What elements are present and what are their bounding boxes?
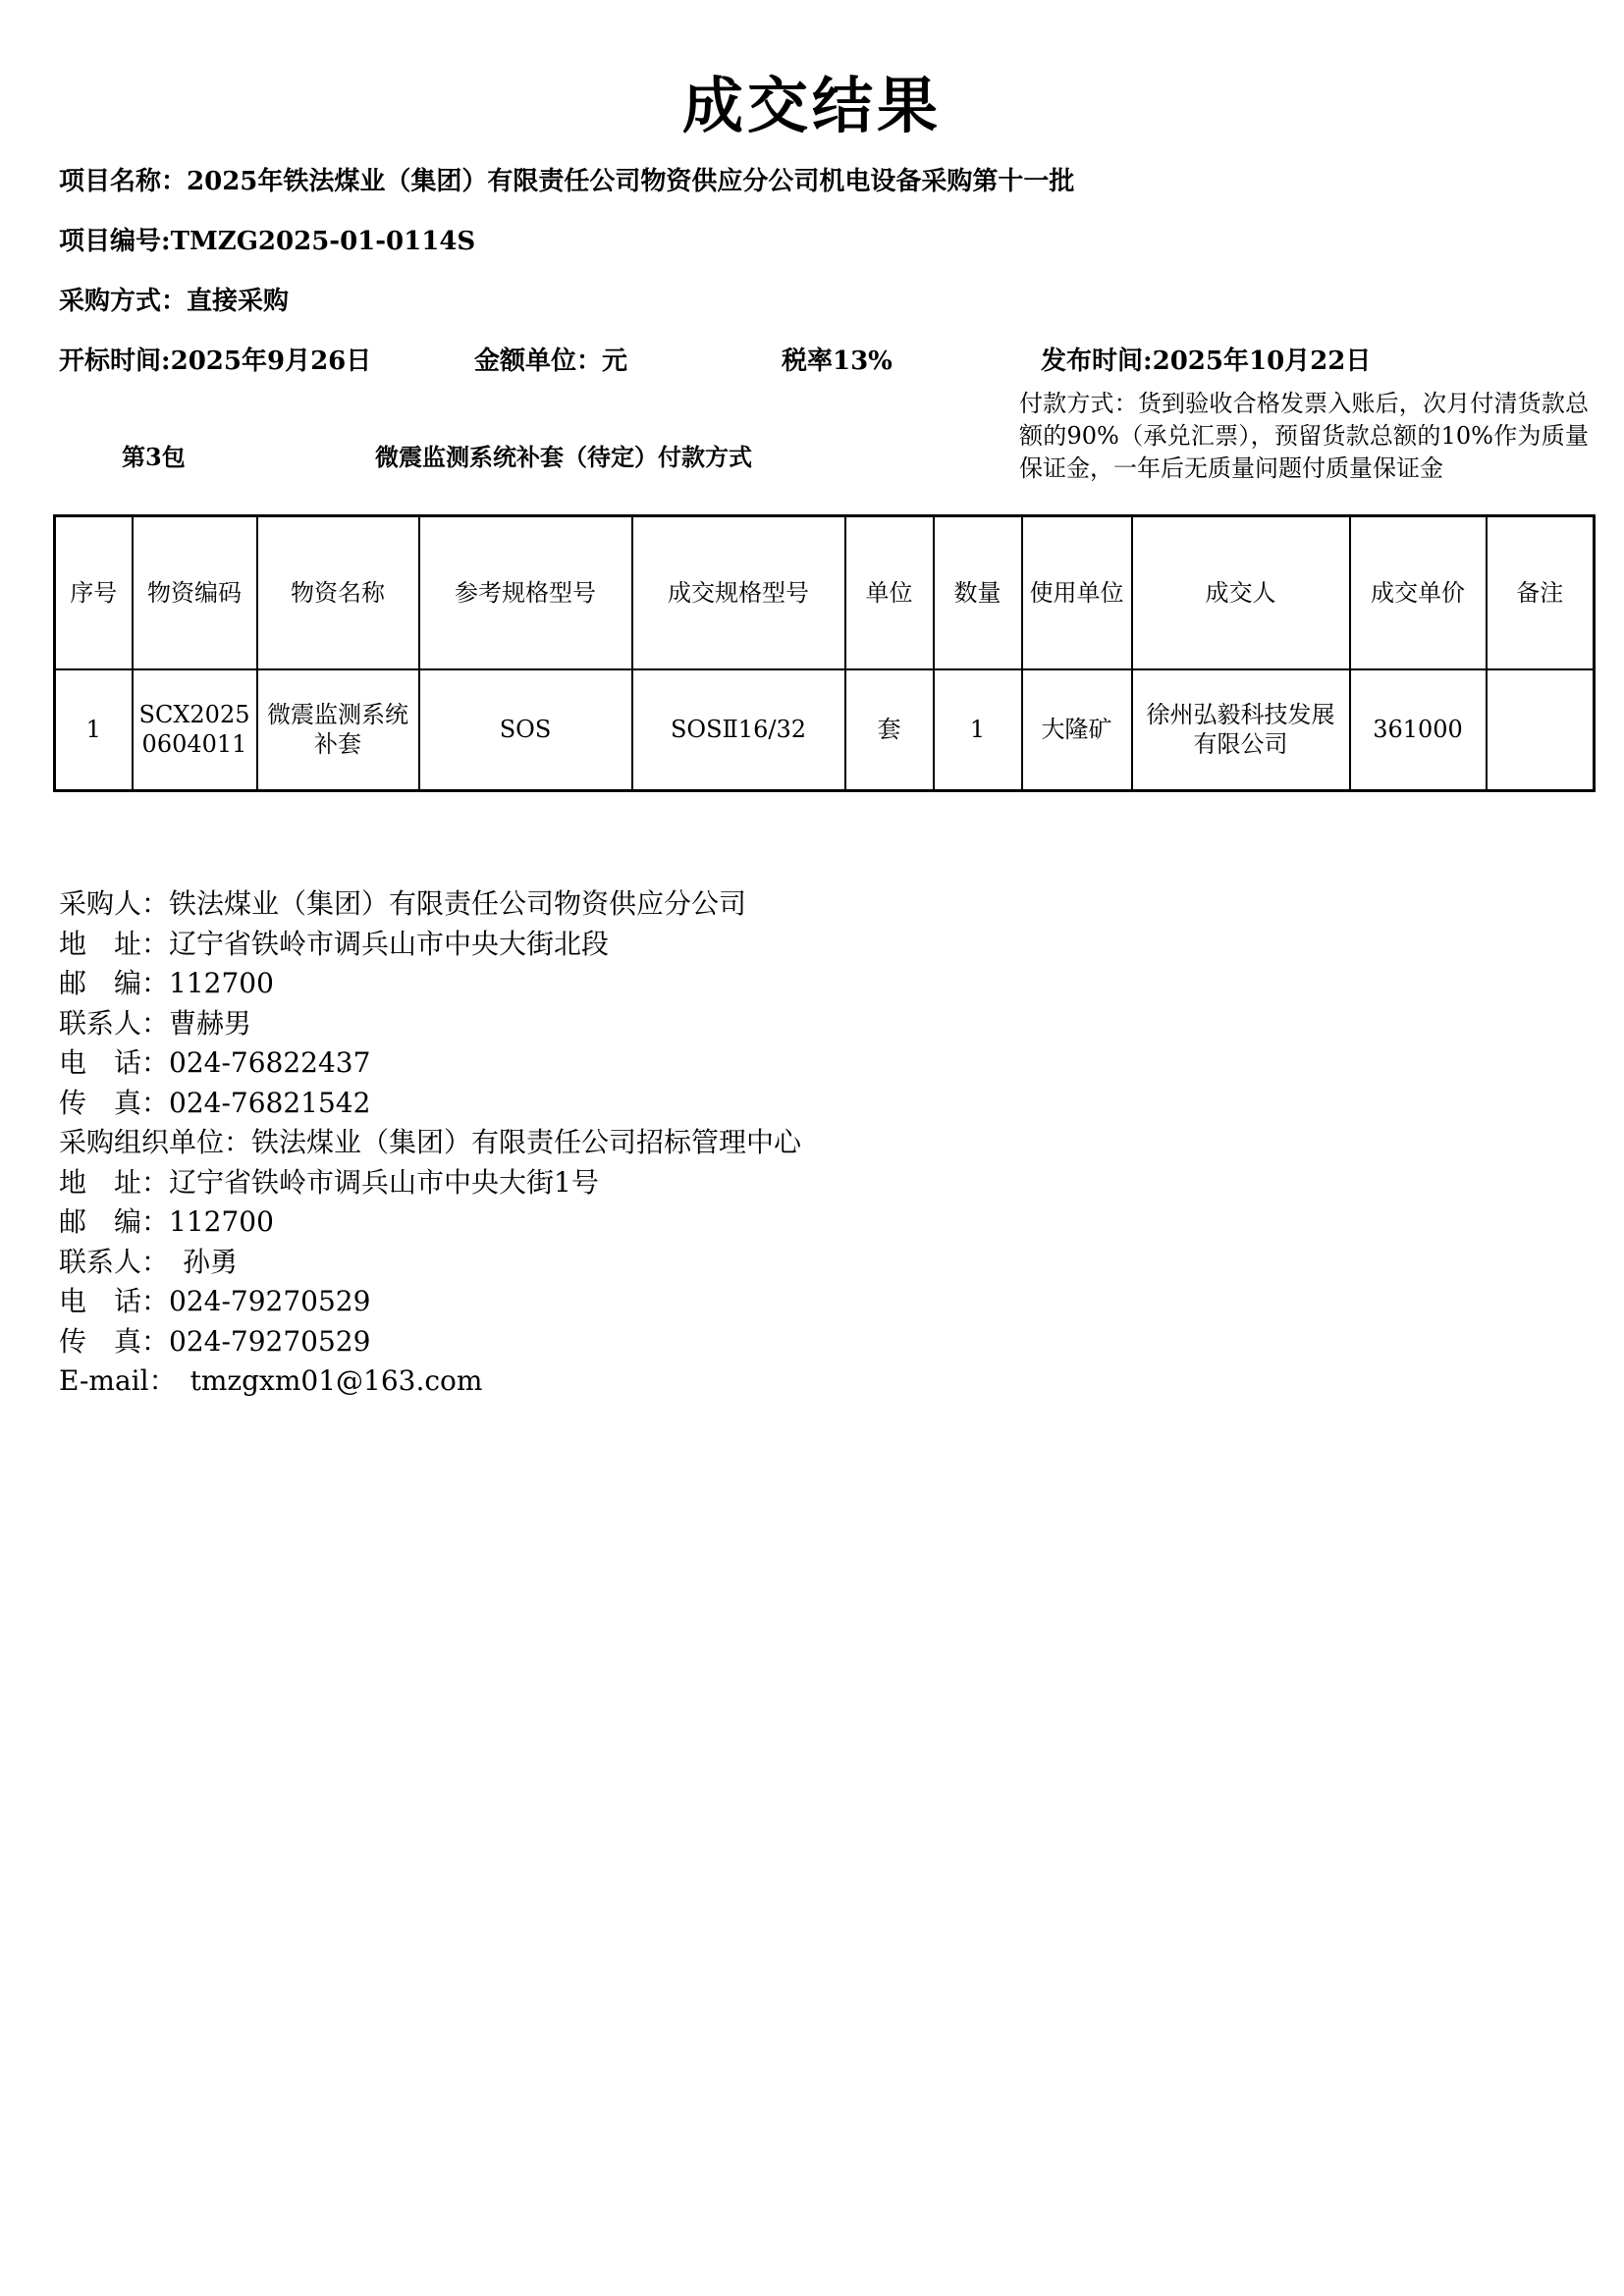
header-quantity: 数量	[934, 516, 1022, 669]
table-header-row	[55, 516, 1595, 669]
procurement-method-label: 采购方式：	[59, 287, 188, 316]
organizer-email-line: E-mail： tmzgxm01@163.com	[59, 1364, 483, 1397]
cell-user-unit: 大隆矿	[1022, 669, 1132, 791]
result-table	[53, 514, 1596, 792]
publish-line	[1041, 341, 1371, 377]
organizer-contact-line: 联系人： 孙勇	[59, 1245, 239, 1278]
payment-terms: 付款方式：货到验收合格发票入账后，次月付清货款总额的90%（承兑汇票），预留货款总额的10%作为质量保证金，一年后无质量问题付质量保证金	[1019, 390, 1589, 482]
header-user-unit: 使用单位	[1022, 516, 1132, 669]
publish-date: 2025年10月22日	[1152, 347, 1372, 376]
project-name-label: 项目名称：	[59, 167, 188, 196]
purchaser-phone-line: 电 话：024-76822437	[59, 1046, 371, 1079]
purchaser-line: 采购人：铁法煤业（集团）有限责任公司物资供应分公司	[59, 887, 747, 920]
project-name-value: 2025年铁法煤业（集团）有限责任公司物资供应分公司机电设备采购第十一批	[187, 167, 1075, 196]
cell-awarded-spec: SOSⅡ16/32	[632, 669, 845, 791]
cell-unit-price: 361000	[1350, 669, 1487, 791]
header-awarded-spec: 成交规格型号	[632, 516, 845, 669]
publish-label: 发布时间:	[1041, 347, 1153, 376]
table-row	[55, 669, 1595, 791]
purchaser-contact-line: 联系人：曹赫男	[59, 1006, 252, 1040]
currency-label: 金额单位：	[474, 347, 603, 376]
header-unit: 单位	[845, 516, 934, 669]
bid-open-line	[59, 341, 371, 377]
cell-winner: 徐州弘毅科技发展有限公司	[1132, 669, 1350, 791]
procurement-method-value: 直接采购	[187, 287, 290, 316]
header-material-code: 物资编码	[133, 516, 257, 669]
purchaser-postcode-line: 邮 编：112700	[59, 967, 274, 999]
cell-material-code: SCX20250604011	[133, 669, 257, 791]
currency-value: 元	[602, 347, 628, 376]
page-title: 成交结果	[681, 70, 942, 141]
bid-open-label: 开标时间:	[59, 347, 171, 376]
header-seq: 序号	[55, 516, 133, 669]
organizer-postcode-line: 邮 编：112700	[59, 1205, 274, 1238]
project-number-label: 项目编号:	[59, 227, 171, 256]
procurement-method-line	[59, 281, 289, 317]
header-material-name: 物资名称	[257, 516, 419, 669]
tax-rate: 税率13%	[782, 347, 893, 376]
contact-block	[59, 884, 801, 1402]
project-number-value: TMZG2025-01-0114S	[170, 227, 476, 256]
project-name-line	[59, 161, 1074, 197]
bid-open-date: 2025年9月26日	[170, 347, 372, 376]
header-reference-spec: 参考规格型号	[419, 516, 632, 669]
cell-seq: 1	[55, 669, 133, 791]
cell-material-name: 微震监测系统补套	[257, 669, 419, 791]
header-winner: 成交人	[1132, 516, 1350, 669]
purchaser-address-line: 地 址：辽宁省铁岭市调兵山市中央大街北段	[59, 927, 610, 960]
project-number-line	[59, 221, 475, 257]
cell-quantity: 1	[934, 669, 1022, 791]
cell-unit: 套	[845, 669, 934, 791]
package-number: 第3包	[122, 443, 186, 471]
header-unit-price: 成交单价	[1350, 516, 1487, 669]
package-name: 微震监测系统补套（待定）付款方式	[375, 443, 752, 471]
currency-line	[474, 341, 627, 377]
cell-reference-spec: SOS	[419, 669, 632, 791]
organizer-phone-line: 电 话：024-79270529	[59, 1285, 371, 1317]
purchaser-fax-line: 传 真：024-76821542	[59, 1086, 371, 1119]
organizer-line: 采购组织单位：铁法煤业（集团）有限责任公司招标管理中心	[59, 1126, 802, 1158]
organizer-fax-line: 传 真：024-79270529	[59, 1324, 371, 1358]
organizer-address-line: 地 址：辽宁省铁岭市调兵山市中央大街1号	[59, 1165, 599, 1199]
cell-remarks	[1487, 669, 1595, 791]
header-remarks: 备注	[1487, 516, 1595, 669]
